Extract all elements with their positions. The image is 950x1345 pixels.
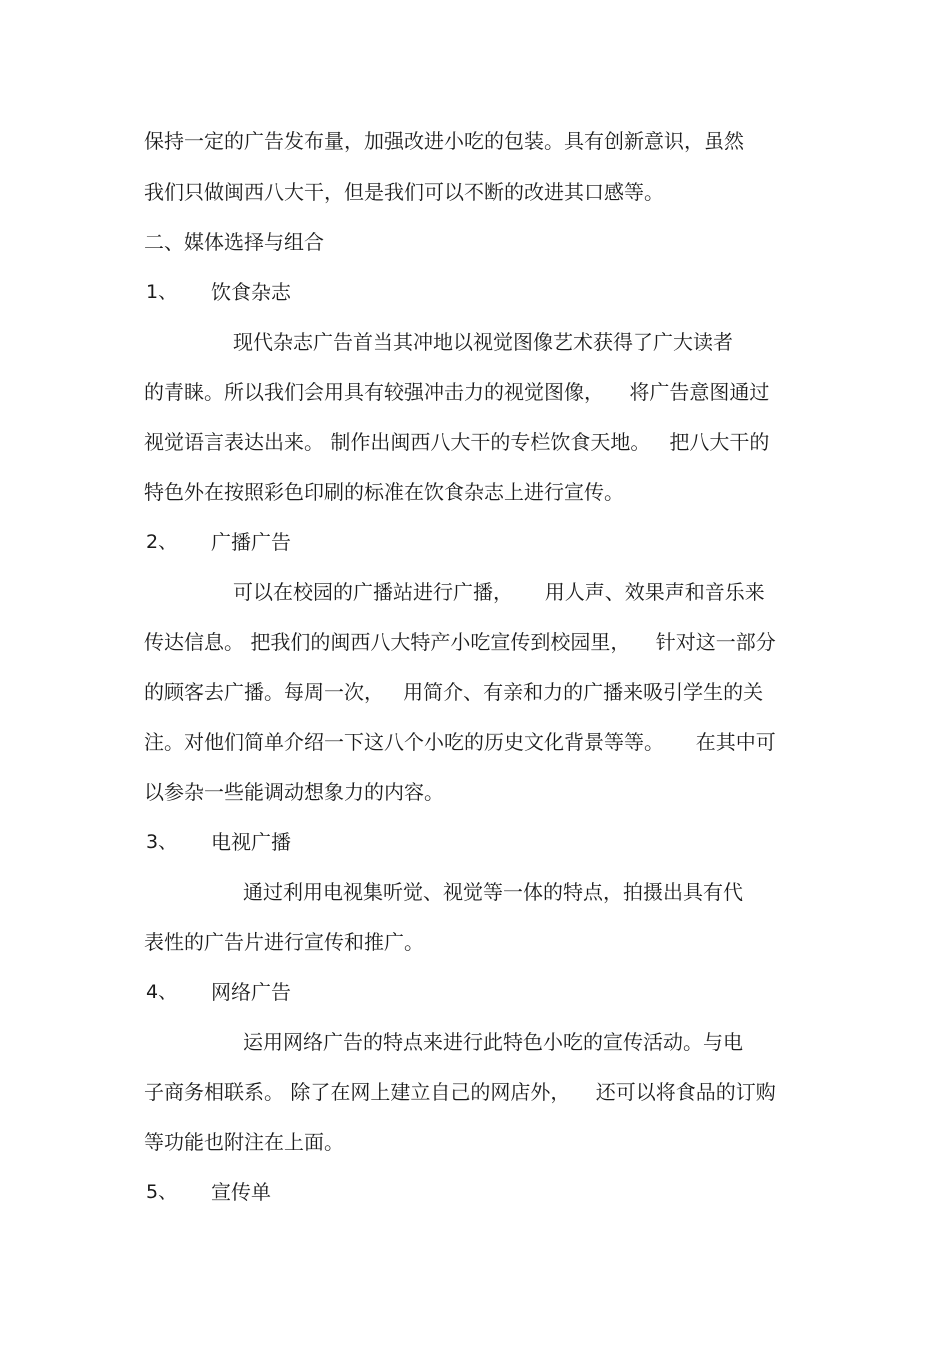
text-line: 等功能也附注在上面。 [144,1130,344,1154]
text-line: 的顾客去广播。每周一次， 用简介、有亲和力的广播来吸引学生的关 [144,680,764,704]
text-line: 运用网络广告的特点来进行此特色小吃的宣传活动。与电 [243,1030,743,1054]
text-line: 的青睐。所以我们会用具有较强冲击力的视觉图像， 将广告意图通过 [144,380,770,404]
text-line: 子商务相联系。 除了在网上建立自己的网店外， 还可以将食品的订购 [144,1080,776,1104]
text-line: 我们只做闽西八大干，但是我们可以不断的改进其口感等。 [144,180,664,204]
text-line: 可以在校园的广播站进行广播， 用人声、效果声和音乐来 [233,580,765,604]
heading-title: 饮食杂志 [211,280,291,304]
heading-number: 5、 [146,1181,178,1203]
text-line: 传达信息。 把我们的闽西八大特产小吃宣传到校园里， 针对这一部分 [144,630,776,654]
text-line: 保持一定的广告发布量，加强改进小吃的包装。具有创新意识，虽然 [144,129,744,153]
section-heading: 二、媒体选择与组合 [144,230,324,254]
text-line: 通过利用电视集听觉、视觉等一体的特点，拍摄出具有代 [243,880,743,904]
text-line: 注。对他们简单介绍一下这八个小吃的历史文化背景等等。 在其中可 [144,730,776,754]
heading-title: 广播广告 [211,530,291,554]
heading-number: 4、 [146,981,178,1003]
text-line: 以参杂一些能调动想象力的内容。 [144,780,444,804]
text-line: 视觉语言表达出来。 制作出闽西八大干的专栏饮食天地。 把八大干的 [144,430,770,454]
text-line: 特色外在按照彩色印刷的标准在饮食杂志上进行宣传。 [144,480,624,504]
heading-number: 2、 [146,531,178,553]
heading-number: 3、 [146,831,178,853]
text-line: 表性的广告片进行宣传和推广。 [144,930,424,954]
heading-title: 电视广播 [211,830,291,854]
heading-title: 网络广告 [211,980,291,1004]
text-line: 现代杂志广告首当其冲地以视觉图像艺术获得了广大读者 [233,330,733,354]
heading-title: 宣传单 [211,1180,271,1204]
heading-number: 1、 [146,281,178,303]
